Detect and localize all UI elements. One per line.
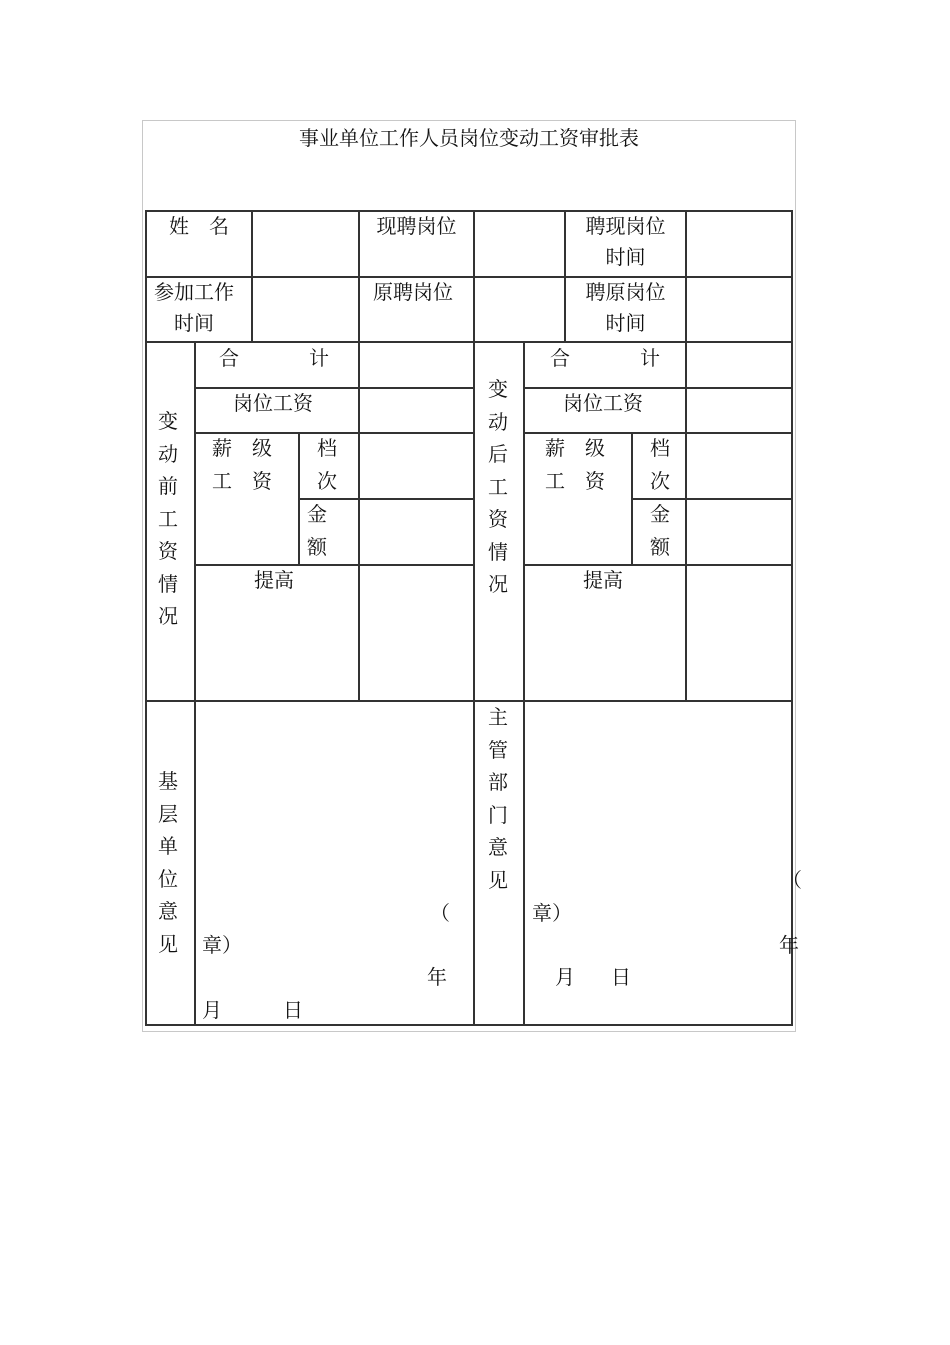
unit-seal-open: （ <box>430 901 450 925</box>
rule-outer-right <box>791 210 793 1026</box>
before-raise-label: 提高 <box>254 568 294 592</box>
rule-col-a <box>251 210 253 342</box>
former-post-time-label-1: 聘原岗位 <box>585 280 666 304</box>
after-salary-scale-label-2: 工 资 <box>545 469 605 493</box>
name-label: 姓 名 <box>169 214 229 238</box>
before-side-char: 前 <box>158 474 178 498</box>
before-salary-scale-label-2: 工 资 <box>212 469 272 493</box>
before-post-wage-label: 岗位工资 <box>233 391 313 415</box>
before-salary-scale-label-1: 薪 级 <box>212 436 272 460</box>
dept-side-char: 门 <box>488 802 508 827</box>
rule-right-values <box>685 341 687 701</box>
after-side-char: 变 <box>488 377 508 401</box>
after-side-char: 后 <box>488 442 508 466</box>
before-side-label <box>155 405 181 633</box>
before-side-char: 动 <box>158 441 178 466</box>
unit-seal-close: 章） <box>202 933 242 957</box>
before-side-char: 变 <box>158 409 178 433</box>
dept-seal-open: （ <box>782 868 802 892</box>
after-amount-label-2: 额 <box>650 535 670 559</box>
unit-side-char: 单 <box>158 834 178 858</box>
before-total-label-1: 合 <box>219 346 239 370</box>
before-side-char: 工 <box>158 506 178 531</box>
before-side-char: 资 <box>158 539 178 563</box>
before-side-char: 情 <box>158 571 178 596</box>
after-side-char: 工 <box>488 474 508 499</box>
before-grade-label-1: 档 <box>317 436 337 460</box>
before-total-label-2: 计 <box>309 346 329 370</box>
after-side-char: 情 <box>488 539 508 564</box>
dept-side-char: 主 <box>488 705 508 729</box>
rule-side-left <box>194 341 196 1026</box>
rule-col-c <box>473 210 475 1026</box>
rule-row2 <box>146 341 793 343</box>
after-total-label-2: 计 <box>640 346 660 370</box>
unit-opinion-side-label <box>155 765 181 960</box>
dept-side-char: 意 <box>488 835 508 859</box>
unit-side-char: 位 <box>158 866 178 891</box>
unit-side-char: 基 <box>158 769 178 793</box>
before-side-char: 况 <box>158 604 178 628</box>
after-side-char: 况 <box>488 572 508 596</box>
work-start-label-2: 时间 <box>174 311 214 335</box>
rule-bottom <box>146 1024 793 1026</box>
after-total-label-1: 合 <box>550 346 570 370</box>
unit-side-char: 见 <box>158 931 178 956</box>
rule-side-right <box>523 341 525 1026</box>
dept-side-char: 部 <box>488 770 508 794</box>
former-post-label: 原聘岗位 <box>373 280 453 304</box>
after-amount-label-1: 金 <box>650 502 670 526</box>
rule-row1 <box>146 276 793 278</box>
dept-year: 年 <box>779 933 799 957</box>
unit-side-char: 层 <box>158 801 178 826</box>
rule-scale-left <box>298 432 300 565</box>
before-amount-label-2: 额 <box>307 535 327 559</box>
dept-opinion-side-label <box>485 701 511 896</box>
after-post-wage-label: 岗位工资 <box>563 391 643 415</box>
current-post-time-label-1: 聘现岗位 <box>585 214 666 238</box>
current-post-time-label-2: 时间 <box>605 245 646 269</box>
unit-day: 日 <box>283 998 303 1022</box>
before-grade-label-2: 次 <box>317 469 337 493</box>
unit-year: 年 <box>427 965 447 989</box>
rule-scale-right <box>631 432 633 565</box>
form-title: 事业单位工作人员岗位变动工资审批表 <box>299 126 639 150</box>
after-grade-label-2: 次 <box>650 469 670 493</box>
after-side-char: 资 <box>488 507 508 531</box>
dept-day: 日 <box>611 965 631 989</box>
after-raise-label: 提高 <box>583 568 623 592</box>
after-side-char: 动 <box>488 409 508 434</box>
after-side-label <box>485 373 511 601</box>
dept-month: 月 <box>555 965 575 989</box>
unit-month: 月 <box>202 998 222 1022</box>
work-start-label-1: 参加工作 <box>154 280 234 304</box>
after-grade-label-1: 档 <box>650 436 670 460</box>
rule-section <box>146 700 793 702</box>
dept-seal-close: 章） <box>532 901 572 925</box>
after-salary-scale-label-1: 薪 级 <box>545 436 605 460</box>
former-post-time-label-2: 时间 <box>605 311 646 335</box>
dept-side-char: 见 <box>488 867 508 892</box>
unit-side-char: 意 <box>158 899 178 923</box>
before-amount-label-1: 金 <box>307 502 327 526</box>
current-post-label: 现聘岗位 <box>376 214 457 238</box>
dept-side-char: 管 <box>488 737 508 762</box>
rule-col-e <box>685 210 687 342</box>
